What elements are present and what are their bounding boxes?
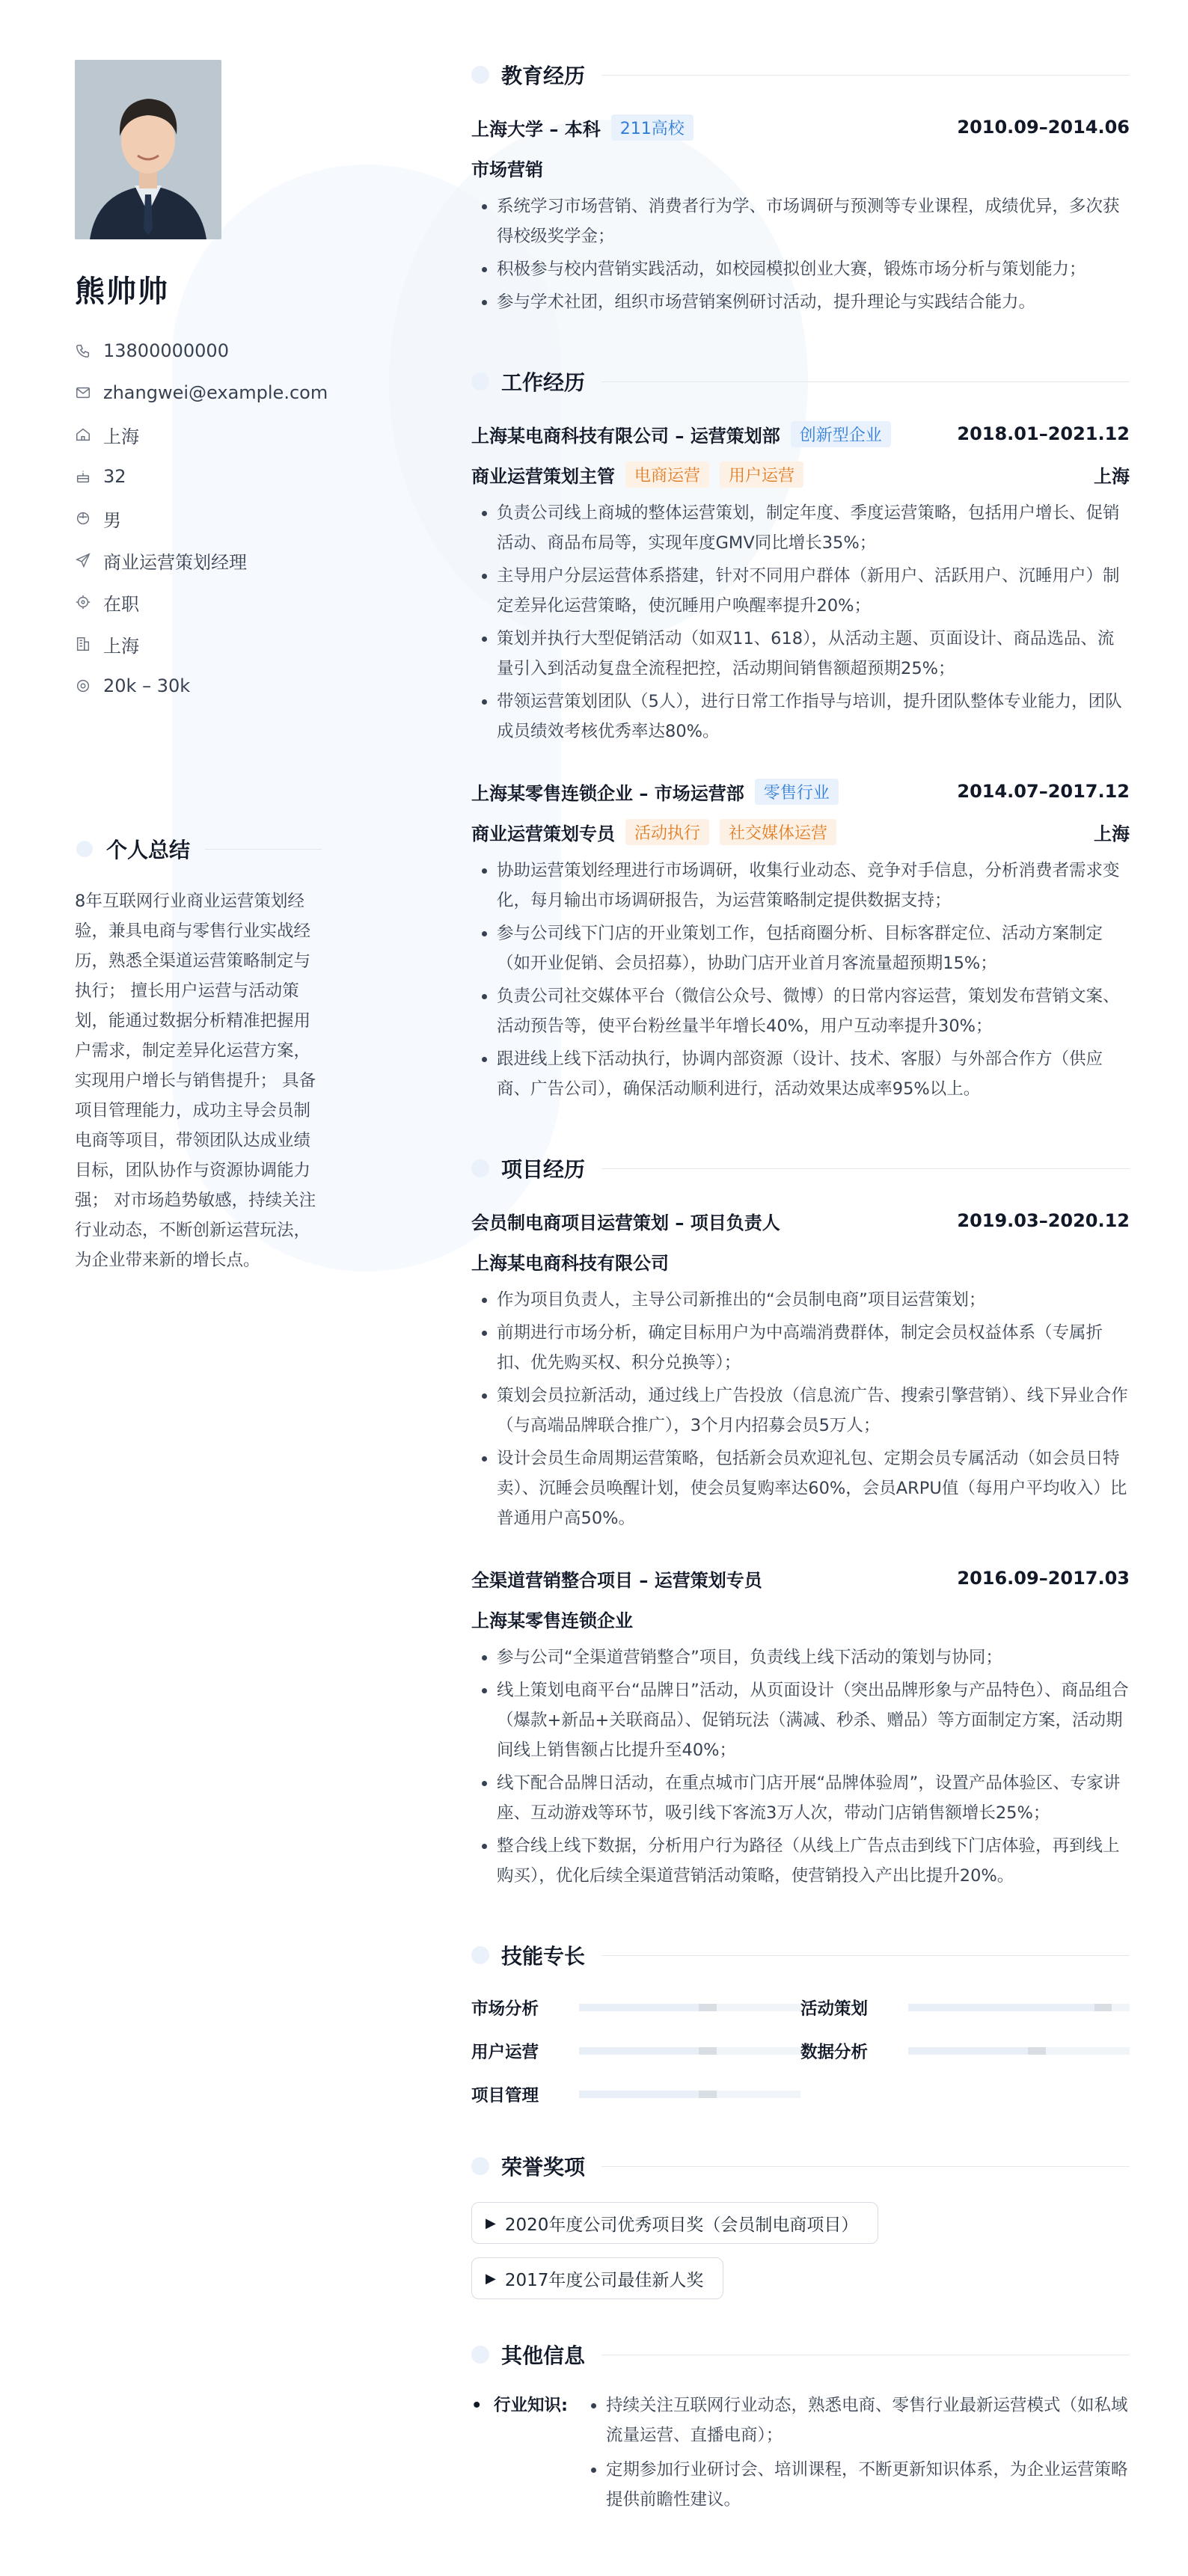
list-item: • 设计会员生命周期运营策略，包括新会员欢迎礼包、定期会员专属活动（如会员日特卖）、沉睡会员唤醒计划，使会员复购率达60%，会员ARPU值（每用户平均收入）比普通用户高50%。 [497,1444,1130,1533]
other-heading [471,2340,1130,2370]
info-phone [75,330,322,372]
award-item[interactable] [471,2202,878,2244]
list-item: • 带领运营策划团队（5人），进行日常工作指导与培训，提升团队整体专业能力，团队成员绩效考核优秀率达80%。 [497,687,1130,746]
education-title: 教育经历 [501,64,586,88]
bullet-dot-icon: • [471,2396,483,2415]
awards-heading [471,2151,1130,2181]
project-name: 会员制电商项目运营策划 – 项目负责人 [471,1212,780,1233]
project-bullets [471,1285,1130,1533]
education-heading [471,60,1130,90]
projects-heading [471,1153,1130,1183]
skill-name: 用户运营 [471,2043,539,2062]
role-tag: 用户运营 [720,461,803,488]
job-role: 商业运营策划专员 [471,823,615,844]
avatar-photo [75,60,221,239]
list-item: • 负责公司线上商城的整体运营策划，制定年度、季度运营策略，包括用户增长、促销活动、商品布局等，实现年度GMV同比增长35%； [497,498,1130,558]
info-email [75,372,328,414]
gender-text: 男 [103,509,121,531]
section-dot-icon [471,1946,489,1964]
list-item: • 线下配合品牌日活动，在重点城市门店开展“品牌体验周”，设置产品体验区、专家讲座、互动游戏等环节，吸引线下客流3万人次，带动门店销售额增长25%； [497,1768,1130,1828]
list-item: • 整合线上线下数据，分析用户行为路径（从线上广告点击到线下门店体验，再到线上购买），优化后续全渠道营销活动策略，使营销投入产出比提升20%。 [497,1831,1130,1891]
project-org: 上海某零售连锁企业 [471,1610,633,1631]
info-role [75,539,322,581]
skill-level-marker [699,2004,717,2011]
list-item: • 定期参加行业研讨会、培训课程，不断更新知识体系，为企业运营策略提供前瞻性建议。 [606,2455,1130,2515]
skill-item [800,1996,1130,2020]
skill-level-marker [1028,2047,1046,2055]
skills-title: 技能专长 [501,1944,586,1969]
phone-text[interactable]: 13800000000 [103,340,229,361]
gender-icon [75,510,91,527]
divider [601,1955,1130,1956]
skill-name: 数据分析 [800,2043,869,2062]
caret-right-icon: ▶ [486,2270,496,2287]
list-item: • 协助运营策划经理进行市场调研，收集行业动态、竞争对手信息，分析消费者需求变化，每月输出市场调研报告，为运营策略制定提供数据支持； [497,856,1130,916]
job-role-row [471,817,1130,847]
list-item: • 作为项目负责人，主导公司新推出的“会员制电商”项目运营策划； [497,1285,1130,1315]
award-label: 2017年度公司最佳新人奖 [504,2270,704,2290]
job-role-row [471,459,1130,489]
project-name: 全渠道营销整合项目 – 运营策划专员 [471,1569,762,1591]
awards-title: 荣誉奖项 [501,2155,586,2180]
skill-level-bar [579,2047,800,2055]
caret-right-icon: ▶ [486,2215,496,2231]
info-target-city [75,623,322,665]
list-item: • 持续关注互联网行业动态，熟悉电商、零售行业最新运营模式（如私域流量运营、直播电商）； [606,2391,1130,2450]
skills-heading [471,1940,1130,1970]
list-item: • 系统学习市场营销、消费者行为学、市场调研与预测等专业课程，成绩优异，多次获得校级奖学金； [497,191,1130,251]
education-major-row [471,153,1130,183]
summary-title: 个人总结 [106,838,191,862]
salary-text: 20k – 30k [103,675,191,696]
project-org-row [471,1604,1130,1634]
list-item: • 负责公司社交媒体平台（微信公众号、微博）的日常内容运营，策划发布营销文案、活动预告等，使平台粉丝量半年增长40%，用户互动率提升30%； [497,981,1130,1041]
mail-icon [75,384,91,401]
contact-info [75,330,328,707]
role-text: 商业运营策划经理 [103,551,247,573]
section-dot-icon [471,1159,489,1177]
job-bullets [471,498,1130,746]
city-text: 上海 [103,426,139,447]
list-item: • 积极参与校内营销实践活动，如校园模拟创业大赛，锻炼市场分析与策划能力； [497,254,1130,284]
info-status [75,581,322,623]
school-name: 上海大学 – 本科 [471,118,601,140]
skill-level-bar [908,2047,1130,2055]
section-dot-icon [471,2346,489,2364]
avatar [75,60,221,239]
skill-item [800,2039,1130,2063]
skill-name: 市场分析 [471,1999,539,2019]
list-item: • 参与学术社团，组织市场营销案例研讨活动，提升理论与实践结合能力。 [497,287,1130,317]
skill-level-bar [908,2004,1130,2011]
project-bullets [471,1643,1130,1891]
skill-level-marker [1094,2004,1112,2011]
summary-heading [75,834,322,864]
job-city: 上海 [1094,823,1130,844]
job-period: 2014.07–2017.12 [957,781,1130,802]
education-period: 2010.09–2014.06 [957,117,1130,138]
skill-name: 项目管理 [471,2086,539,2106]
job-header [471,419,1130,449]
age-text: 32 [103,466,126,487]
company-tag: 创新型企业 [791,421,891,447]
info-gender [75,497,322,539]
project-header [471,1206,1130,1236]
divider [601,381,1130,382]
job-period: 2018.01–2021.12 [957,423,1130,444]
send-icon [75,552,91,568]
award-item[interactable] [471,2257,723,2299]
building-icon [75,636,91,652]
cake-icon [75,468,91,485]
job-role: 商业运营策划主管 [471,465,615,487]
info-salary [75,665,322,707]
divider [205,849,322,850]
job-header [471,776,1130,806]
role-tag: 社交媒体运营 [720,819,836,845]
divider [601,1168,1130,1169]
divider [601,2166,1130,2167]
school-tag: 211高校 [611,114,693,141]
resume-page [75,60,1130,2558]
project-org: 上海某电商科技有限公司 [471,1252,669,1274]
other-info [471,2391,1130,2519]
section-dot-icon [76,841,93,857]
info-age [75,456,322,497]
sidebar [75,60,328,1275]
info-city [75,414,322,456]
other-title: 其他信息 [501,2343,586,2368]
award-label: 2020年度公司优秀项目奖（会员制电商项目） [504,2215,859,2235]
phone-icon [75,343,91,359]
education-bullets [471,191,1130,317]
project-period: 2016.09–2017.03 [957,1568,1130,1589]
main-content [471,60,1130,2519]
list-item: • 前期进行市场分析，确定目标用户为中高端消费群体，制定会员权益体系（专属折扣、优先购买权、积分兑换等）； [497,1318,1130,1378]
job-city: 上海 [1094,465,1130,487]
list-item: • 参与公司线下门店的开业策划工作，包括商圈分析、目标客群定位、活动方案制定（如开业促销、会员招募），协助门店开业首月客流量超预期15%； [497,919,1130,978]
job-company: 上海某电商科技有限公司 – 运营策划部 [471,425,780,447]
divider [601,75,1130,76]
job-company: 上海某零售连锁企业 – 市场运营部 [471,782,744,804]
project-period: 2019.03–2020.12 [957,1210,1130,1231]
list-item: • 跟进线上线下活动执行，协调内部资源（设计、技术、客服）与外部合作方（供应商、广告公司），确保活动顺利进行，活动效果达成率95%以上。 [497,1044,1130,1104]
list-item: • 策划会员拉新活动，通过线上广告投放（信息流广告、搜索引擎营销）、线下异业合作（与高端品牌联合推广），3个月内招募会员5万人； [497,1381,1130,1441]
work-heading [471,367,1130,396]
skills-grid [471,1996,1130,2106]
status-text: 在职 [103,593,139,615]
role-tag: 电商运营 [625,461,709,488]
candidate-name: 熊帅帅 [75,275,169,309]
work-title: 工作经历 [501,370,586,395]
skill-name: 活动策划 [800,1999,869,2019]
skill-item [471,1996,800,2020]
section-dot-icon [471,2157,489,2175]
skill-level-marker [699,2091,717,2098]
company-tag: 零售行业 [755,779,839,805]
other-label: 行业知识: [494,2396,568,2415]
status-icon [75,594,91,610]
list-item: • 主导用户分层运营体系搭建，针对不同用户群体（新用户、活跃用户、沉睡用户）制定差异化运营策略，使沉睡用户唤醒率提升20%； [497,561,1130,621]
education-entry-header [471,112,1130,142]
list-item: • 策划并执行大型促销活动（如双11、618），从活动主题、页面设计、商品选品、流量引入到活动复盘全流程把控，活动期间销售额超预期25%； [497,624,1130,684]
other-bullets [584,2391,1130,2519]
skill-level-bar [579,2004,800,2011]
target-city-text: 上海 [103,635,139,657]
email-text[interactable]: zhangwei@example.com [103,382,328,403]
project-header [471,1563,1130,1593]
projects-title: 项目经历 [501,1157,586,1182]
coin-icon [75,678,91,694]
role-tag: 活动执行 [625,819,709,845]
skill-item [471,2039,800,2063]
awards-list [471,2202,1130,2313]
skill-level-marker [699,2047,717,2055]
major: 市场营销 [471,159,543,180]
skill-item [471,2082,800,2106]
list-item: • 参与公司“全渠道营销整合”项目，负责线上线下活动的策划与协同； [497,1643,1130,1672]
job-bullets [471,856,1130,1104]
project-org-row [471,1246,1130,1276]
summary-text: 8年互联网行业商业运营策划经验，兼具电商与零售行业实战经历，熟悉全渠道运营策略制定与执行； 擅长用户运营与活动策划，能通过数据分析精准把握用户需求，制定差异化运营方案，实现用户增长与销售提升； 具备项目管理能力，成功主导会员制电商等项目，带领团队达成业绩目标，团队协作与资源协调能力强； 对市场趋势敏感，持续关注行业动态，不断创新运营玩法，为企业带来新的增长点。 [75,892,316,1270]
skill-level-bar [579,2091,800,2098]
home-icon [75,426,91,443]
section-dot-icon [471,372,489,390]
list-item: • 线上策划电商平台“品牌日”活动，从页面设计（突出品牌形象与产品特色）、商品组合（爆款+新品+关联商品）、促销玩法（满减、秒杀、赠品）等方面制定方案，活动期间线上销售额占比提升至40%； [497,1675,1130,1765]
section-dot-icon [471,66,489,84]
